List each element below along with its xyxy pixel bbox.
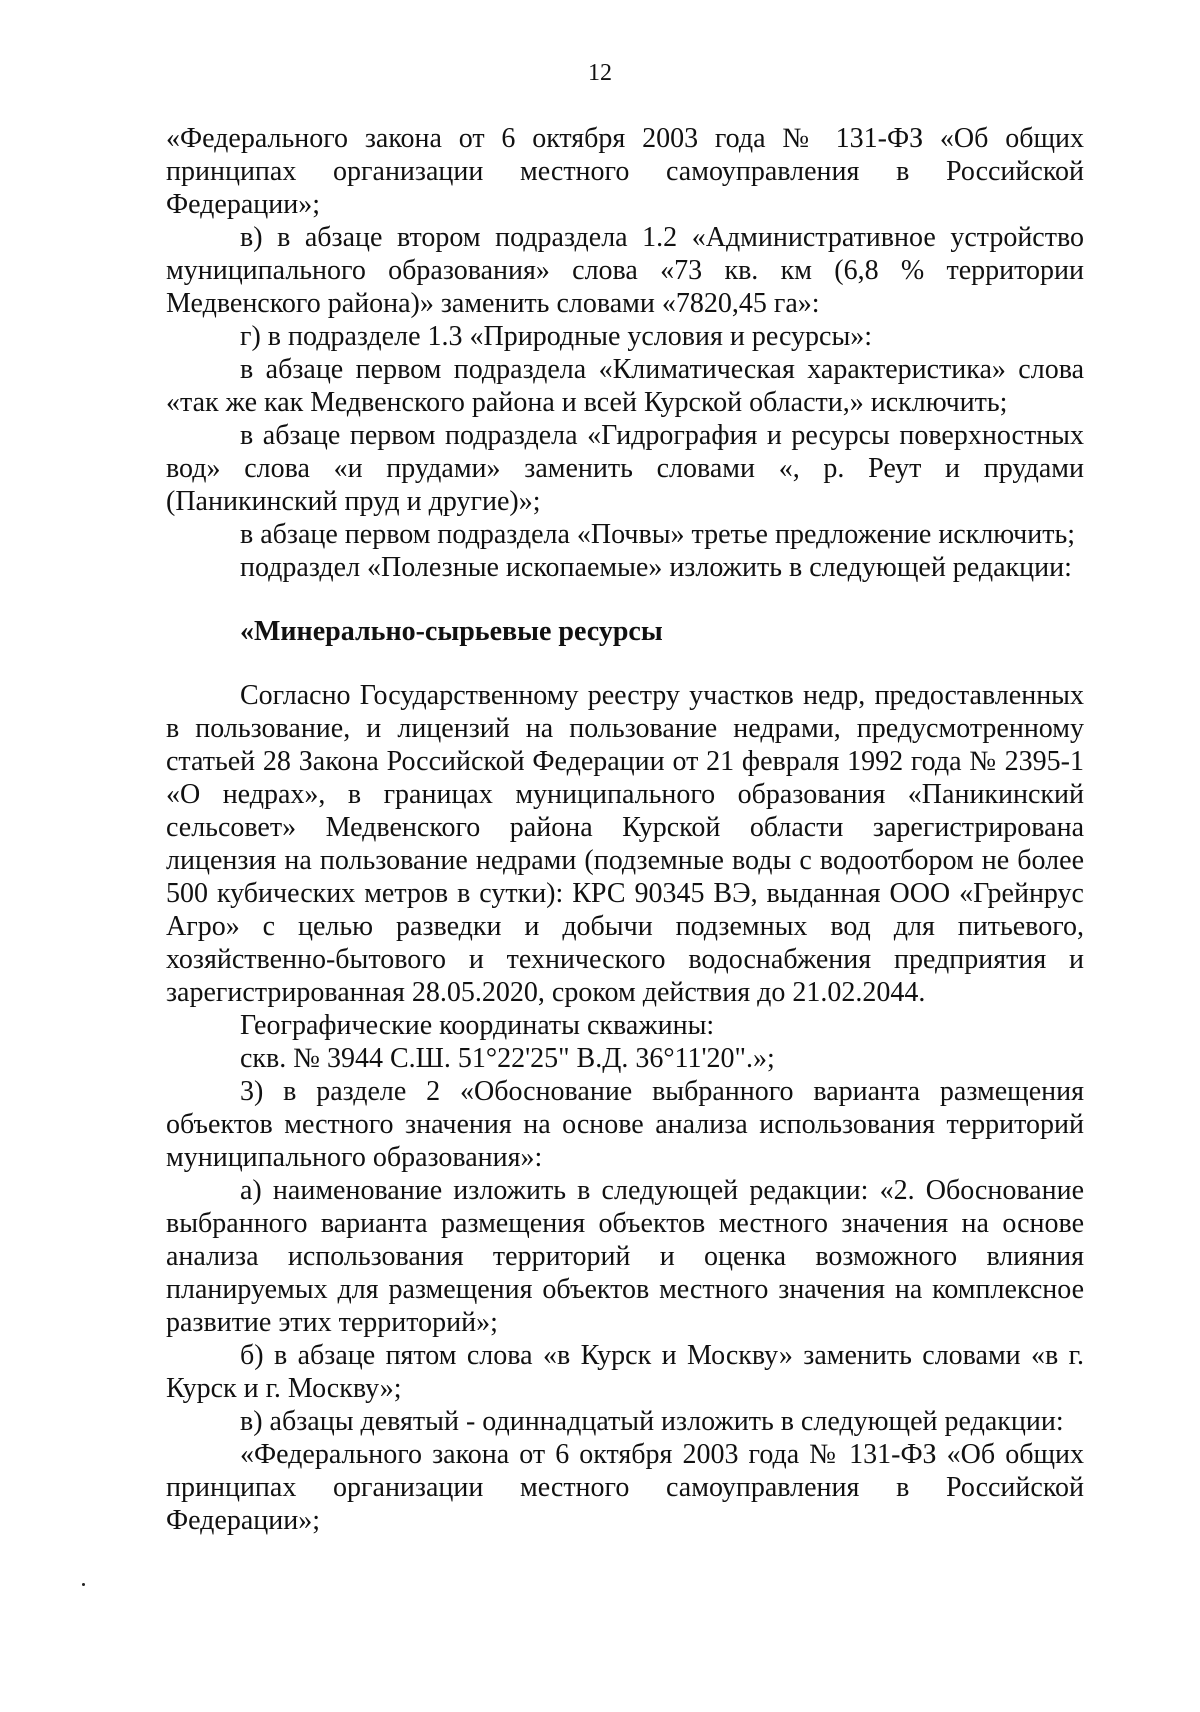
paragraph: скв. № 3944 С.Ш. 51°22'25" В.Д. 36°11'20".»; (240, 1043, 775, 1074)
paragraph: «Федерального закона от 6 октября 2003 года № 131-ФЗ «Об общих принципах организации местного самоуправления в Российской Федерации»; (166, 1439, 1084, 1536)
paragraph: 3) в разделе 2 «Обоснование выбранного варианта размещения объектов местного значения на основе анализа использования территорий муниципального образования»: (166, 1076, 1084, 1173)
paragraph: в абзаце первом подраздела «Климатическая характеристика» слова «так же как Медвенского района и всей Курской области,» исключить; (166, 354, 1084, 418)
paragraph: в абзаце первом подраздела «Гидрография и ресурсы поверхностных вод» слова «и прудами» заменить словами «, р. Реут и прудами (Паникинский пруд и другие)»; (166, 420, 1084, 517)
paragraph: г) в подразделе 1.3 «Природные условия и ресурсы»: (240, 321, 873, 352)
paragraph: Географические координаты скважины: (240, 1010, 715, 1041)
paragraph: б) в абзаце пятом слова «в Курск и Москву» заменить словами «в г. Курск и г. Москву»; (166, 1340, 1084, 1404)
paragraph: подраздел «Полезные ископаемые» изложить в следующей редакции: (240, 552, 1072, 583)
paragraph: в абзаце первом подраздела «Почвы» третье предложение исключить; (240, 519, 1076, 550)
paragraph: в) абзацы девятый - одиннадцатый изложить в следующей редакции: (240, 1406, 1064, 1437)
paragraph: «Федерального закона от 6 октября 2003 года № 131-ФЗ «Об общих принципах организации местного самоуправления в Российской Федерации»; (166, 123, 1084, 220)
paragraph: Согласно Государственному реестру участков недр, предоставленных в пользование, и лицензий на пользование недрами, предусмотренному статьей 28 Закона Российской Федерации от 21 февраля 1992 года № 2395-1 «О недрах», в границах муниципального образования «Паникинский сельсовет» Медвенского района Курской области зарегистрирована лицензия на пользование недрами (подземные воды с водоотбором не более 500 кубических метров в сутки): КРС 90345 ВЭ, выданная ООО «Грейнрус Агро» с целью разведки и добычи подземных вод для питьевого, хозяйственно-бытового и технического водоснабжения предприятия и зарегистрированная 28.05.2020, сроком действия до 21.02.2044. (166, 680, 1084, 1008)
document-body (166, 122, 1084, 1537)
scan-speck (82, 1583, 85, 1586)
paragraph: а) наименование изложить в следующей редакции: «2. Обоснование выбранного варианта размещения объектов местного значения на основе анализа использования территорий и оценка возможного влияния планируемых для размещения объектов местного значения на комплексное развитие этих территорий»; (166, 1175, 1084, 1338)
section-heading: «Минерально-сырьевые ресурсы (240, 616, 663, 647)
page-number: 12 (588, 60, 612, 86)
paragraph: в) в абзаце втором подраздела 1.2 «Административное устройство муниципального образования» слова «73 кв. км (6,8 % территории Медвенского района)» заменить словами «7820,45 га»: (166, 222, 1084, 319)
